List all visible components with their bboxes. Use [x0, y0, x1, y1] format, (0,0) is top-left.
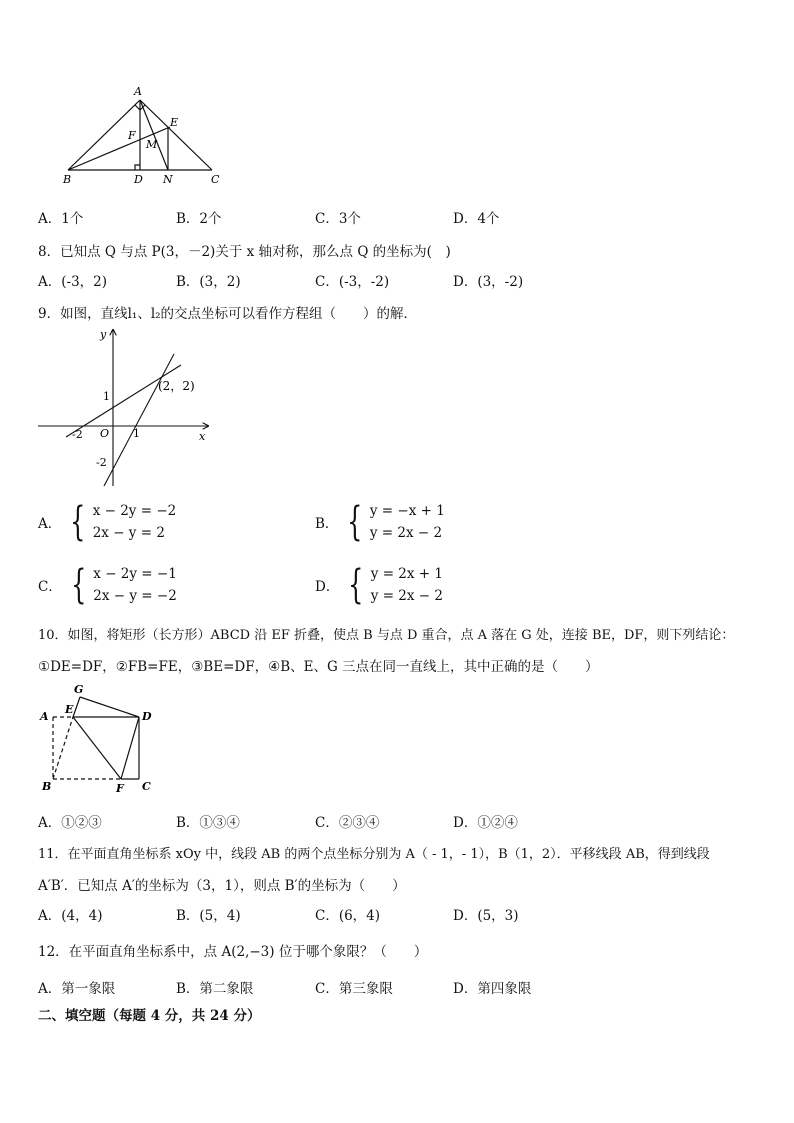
- q11-option-b: B．(5，4): [176, 908, 241, 924]
- q7-label-m: M: [146, 138, 158, 151]
- q7-option-c: C．3个: [315, 211, 361, 227]
- q7-label-d: D: [134, 173, 143, 186]
- q7-label-f: F: [128, 129, 136, 142]
- q10-stem-line2: ①DE=DF，②FB=FE，③BE=DF，④B、E、G 三点在同一直线上，其中正确的是（ ）: [38, 659, 599, 675]
- q11-option-a: A．(4，4): [38, 908, 103, 924]
- q9-option-c-eq1: x − 2y = −1: [93, 566, 177, 582]
- section-2-title: 二、填空题（每题 4 分，共 24 分）: [38, 1008, 261, 1024]
- q10-label-a: A: [40, 710, 49, 723]
- q12-option-a: A．第一象限: [38, 981, 116, 997]
- q7-option-d: D．4个: [453, 211, 500, 227]
- q10-stem-line1: 10．如图，将矩形（长方形）ABCD 沿 EF 折叠，使点 B 与点 D 重合，点 A 落在 G 处，连接 BE，DF，则下列结论：: [38, 628, 735, 643]
- q9-option-b-label: B．: [315, 516, 339, 532]
- q8-stem: 8．已知点 Q 与点 P(3，－2)关于 x 轴对称，那么点 Q 的坐标为( ): [38, 244, 451, 260]
- q9-option-d: [315, 563, 443, 607]
- q7-label-b: B: [63, 173, 72, 186]
- q9-tick-y-1: 1: [103, 390, 110, 403]
- q10-label-d: D: [142, 710, 152, 723]
- q7-label-n: N: [163, 173, 173, 186]
- q9-origin-label: O: [100, 427, 110, 440]
- q9-option-d-eq1: y = 2x + 1: [370, 566, 443, 582]
- q9-option-b: [315, 500, 445, 544]
- q10-option-a: A．①②③: [38, 815, 102, 831]
- q9-option-c: [38, 563, 177, 607]
- q8-option-c: C．(-3，-2): [315, 274, 390, 290]
- q9-tick-x-neg2: -2: [72, 428, 83, 441]
- q9-option-d-eq2: y = 2x − 2: [370, 588, 443, 604]
- q8-option-a: A．(-3，2): [38, 274, 108, 290]
- q9-option-d-label: D．: [315, 579, 340, 595]
- q9-axis-y-label: y: [100, 328, 107, 341]
- q9-option-c-label: C．: [38, 579, 62, 595]
- q9-tick-x-1: 1: [133, 427, 140, 440]
- q12-option-b: B．第二象限: [176, 981, 254, 997]
- q9-option-a-brace: {: [70, 499, 86, 545]
- q9-option-c-eq2: 2x − y = −2: [93, 588, 177, 604]
- q10-label-f: F: [116, 782, 124, 795]
- q9-intersection-label: (2，2): [158, 379, 195, 393]
- q11-stem-line2: A′B′．已知点 A′的坐标为（3，1），则点 B′的坐标为（ ）: [38, 878, 406, 894]
- q9-stem: 9．如图，直线l₁、l₂的交点坐标可以看作方程组（ ）的解．: [38, 306, 418, 322]
- q8-option-b: B．(3，2): [176, 274, 241, 290]
- q9-option-a-eq2: 2x − y = 2: [92, 525, 165, 541]
- q7-triangle-figure: [55, 82, 235, 187]
- q10-rectangle-fold-figure: [36, 680, 166, 795]
- q11-stem-line1: 11．在平面直角坐标系 xOy 中，线段 AB 的两个点坐标分别为 A（ - 1，- 1），B（1，2）．平移线段 AB，得到线段: [38, 847, 710, 862]
- q7-label-a: A: [134, 85, 142, 98]
- q7-option-b: B．2个: [176, 211, 222, 227]
- q9-option-b-eq1: y = −x + 1: [369, 503, 445, 519]
- q9-option-a-eq1: x − 2y = −2: [92, 503, 177, 519]
- q8-option-d: D．(3，-2): [453, 274, 524, 290]
- q12-option-d: D．第四象限: [453, 981, 532, 997]
- q9-option-b-eq2: y = 2x − 2: [369, 525, 443, 541]
- q7-option-a: A．1个: [38, 211, 84, 227]
- q11-option-d: D．(5，3): [453, 908, 519, 924]
- q9-option-b-brace: {: [347, 499, 363, 545]
- q9-axis-x-label: x: [199, 430, 206, 443]
- q7-label-e: E: [170, 116, 179, 129]
- q10-label-b: B: [42, 780, 52, 793]
- q12-stem: 12．在平面直角坐标系中，点 A(2,−3) 位于哪个象限？（ ）: [38, 944, 428, 960]
- q9-option-c-brace: {: [70, 562, 87, 608]
- q10-option-d: D．①②④: [453, 815, 518, 831]
- q7-label-c: C: [211, 173, 220, 186]
- q9-coordinate-graph: [36, 324, 216, 490]
- q10-label-g: G: [74, 683, 84, 696]
- q9-option-a: [38, 500, 176, 544]
- q11-option-c: C．(6，4): [315, 908, 381, 924]
- q10-option-c: C．②③④: [315, 815, 380, 831]
- q10-option-b: B．①③④: [176, 815, 240, 831]
- q9-option-a-label: A．: [38, 516, 62, 532]
- q12-option-c: C．第三象限: [315, 981, 393, 997]
- q9-option-d-brace: {: [348, 562, 364, 608]
- q10-label-c: C: [142, 780, 151, 793]
- q9-tick-y-neg2: -2: [96, 456, 107, 469]
- q10-label-e: E: [65, 703, 74, 716]
